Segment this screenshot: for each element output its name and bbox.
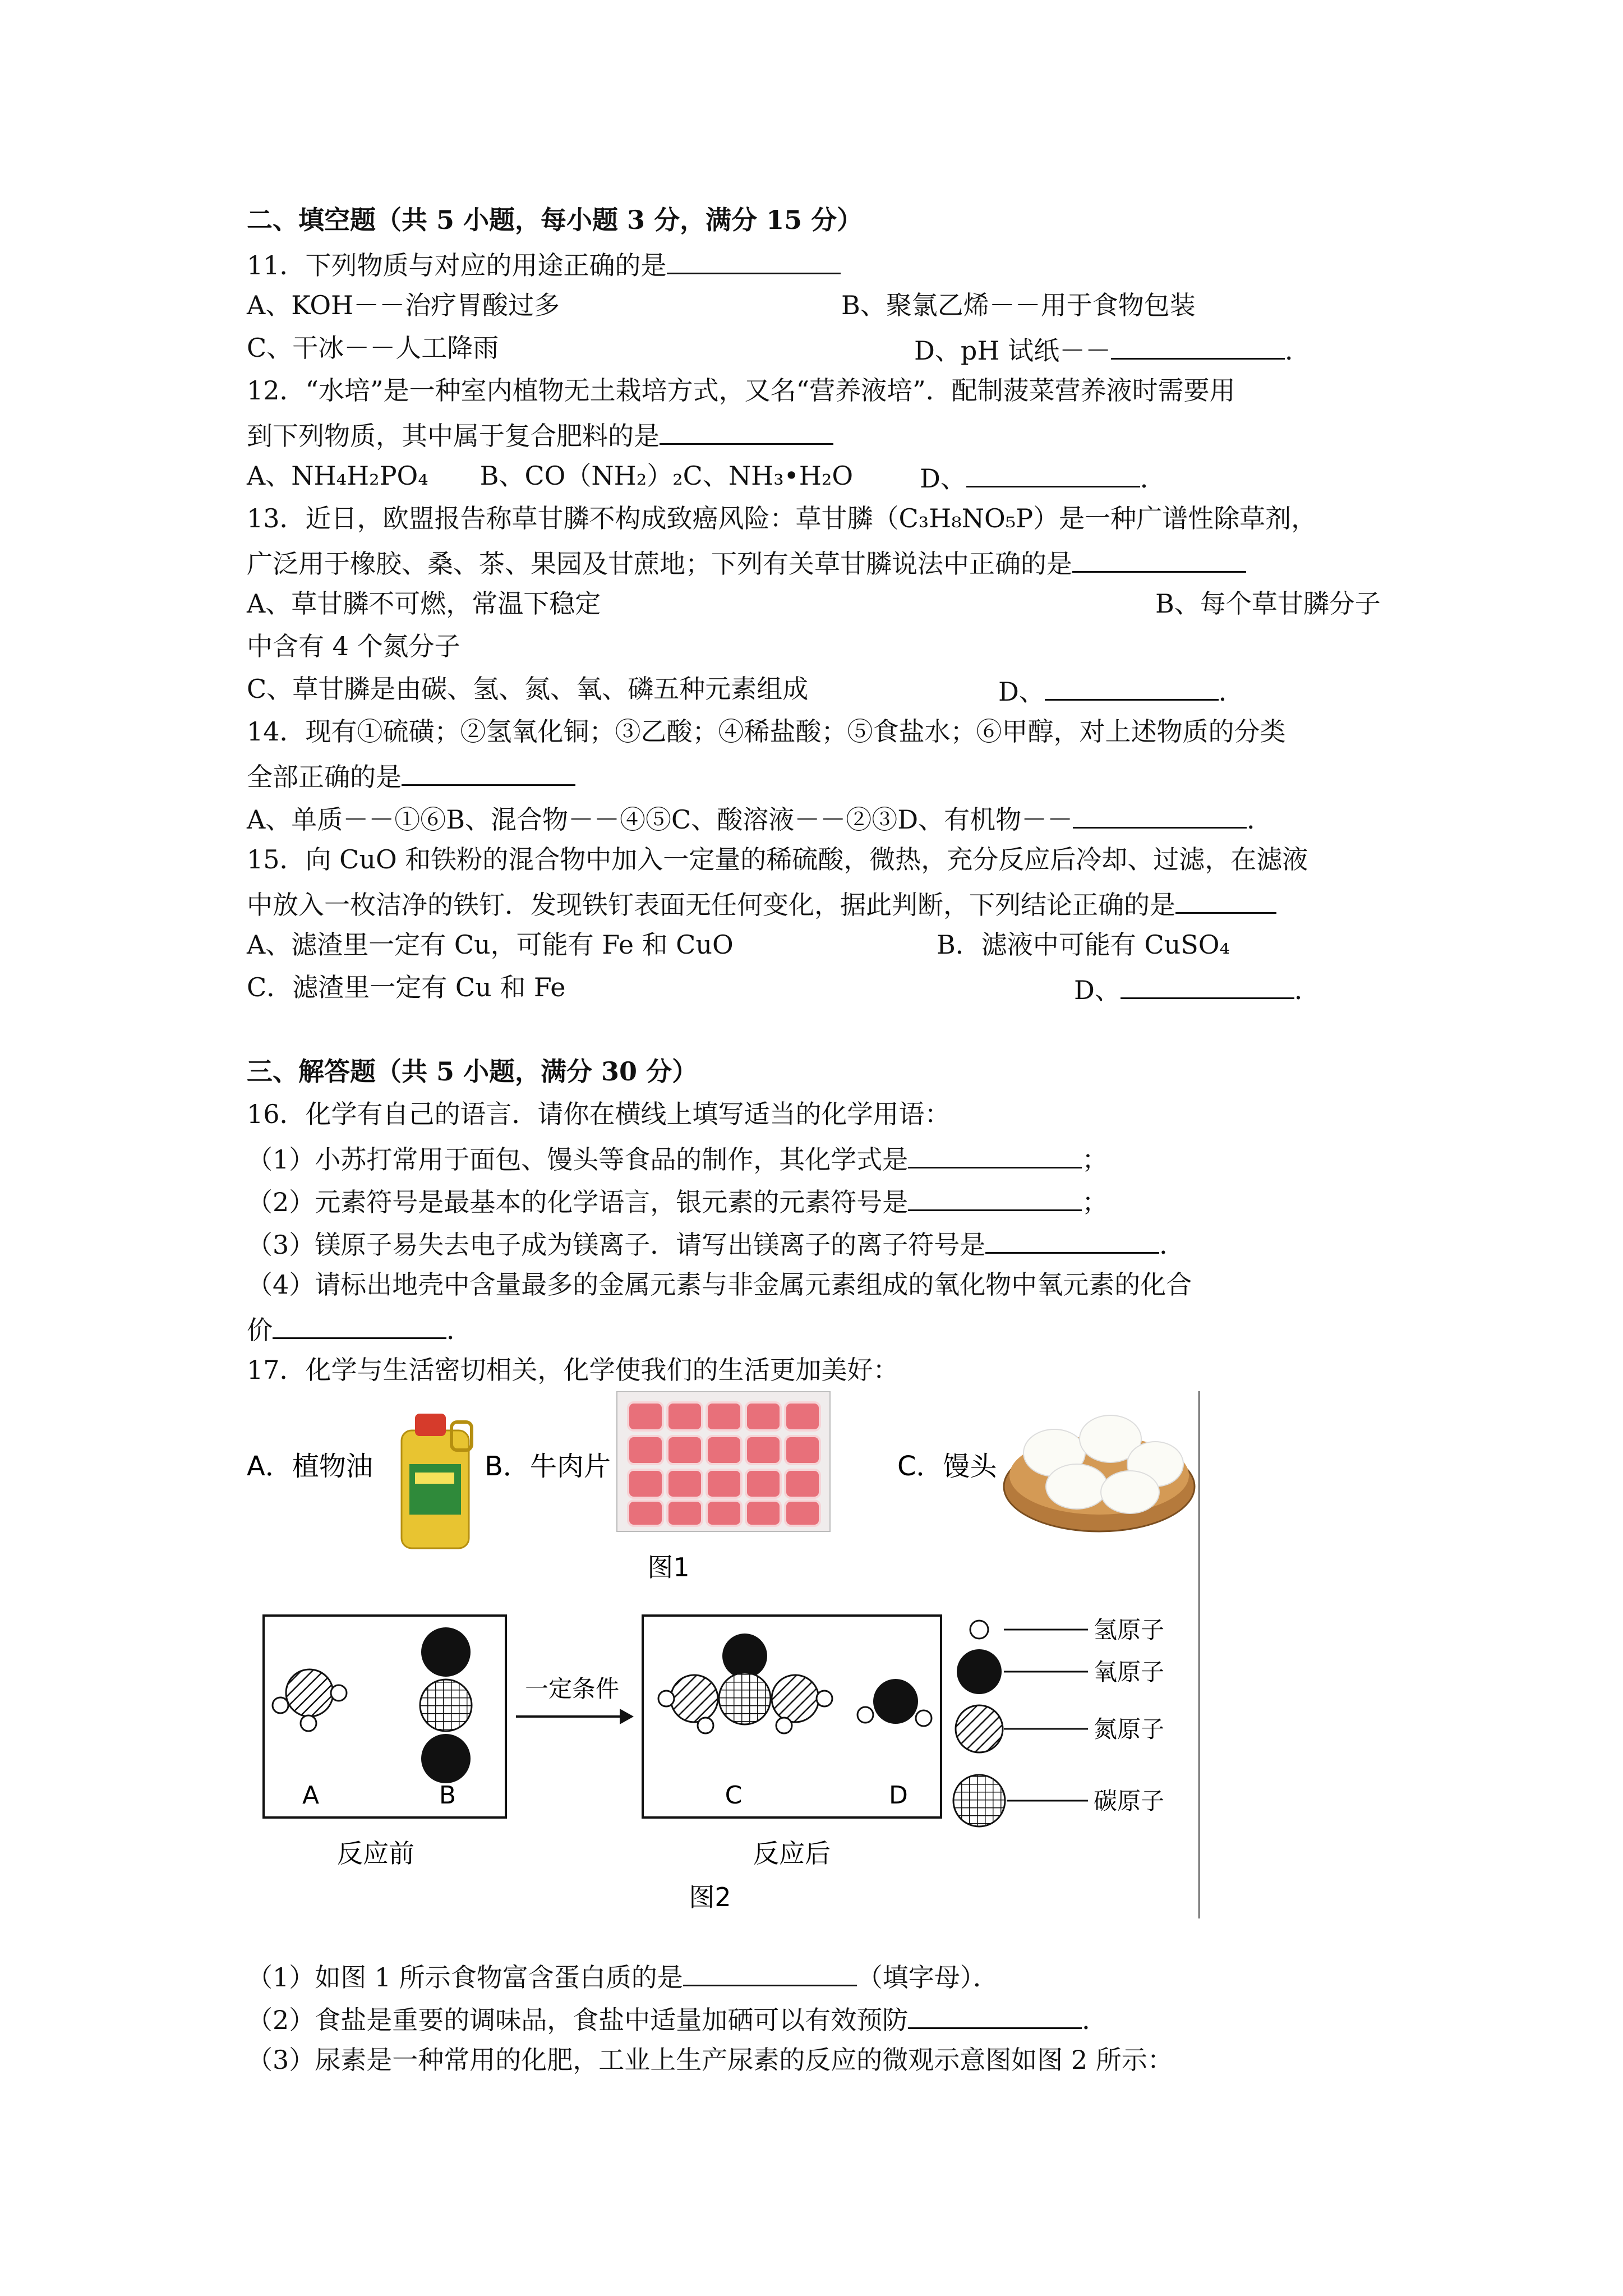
condition-label: 一定条件 <box>524 1675 620 1703</box>
before-label: 反应前 <box>337 1838 414 1869</box>
q13-stem-line2: 广泛用于橡胶、桑、茶、果园及甘蔗地；下列有关草甘膦说法中正确的是 <box>247 544 1246 581</box>
figure-svg <box>247 1391 1200 1918</box>
molecule-a <box>273 1669 347 1731</box>
fig1 <box>247 1391 1195 1582</box>
label-a: A <box>302 1781 320 1810</box>
q14-stem-line1: 14．现有①硫磺；②氢氧化铜；③乙酸；④稀盐酸；⑤食盐水；⑥甲醇，对上述物质的分类 <box>247 716 1286 747</box>
q11-option-c: C、干冰－－人工降雨 <box>247 333 499 363</box>
answer-blank[interactable] <box>683 1958 857 1986</box>
fig1-caption: 图1 <box>647 1552 690 1582</box>
legend-oxygen: 氧原子 <box>1094 1658 1165 1686</box>
legend-hydrogen: 氢原子 <box>1094 1616 1165 1644</box>
legend-carbon: 碳原子 <box>1094 1787 1165 1815</box>
answer-blank[interactable] <box>1121 970 1294 999</box>
q13-option-c: C、草甘膦是由碳、氢、氮、氧、磷五种元素组成 <box>247 674 809 704</box>
q11-stem: 11．下列物质与对应的用途正确的是 <box>247 246 841 282</box>
q11-option-d: D、pH 试纸－－ ． <box>914 331 1311 367</box>
fig2 <box>264 1616 1164 1912</box>
answer-blank[interactable] <box>402 757 575 786</box>
reaction-arrow <box>516 1675 634 1724</box>
q14-options: A、单质－－①⑥B、混合物－－④⑤C、酸溶液－－②③D、有机物－－ ． <box>247 800 1272 836</box>
q12-option-d: D、 ． <box>920 459 1166 495</box>
q16-part3: （3）镁原子易失去电子成为镁离子．请写出镁离子的离子符号是 ． <box>247 1225 1185 1262</box>
label-b: B <box>439 1781 457 1810</box>
q12-stem-line1: 12．“水培”是一种室内植物无土栽培方式，又名“营养液培”．配制菠菜营养液时需要用 <box>247 375 1235 406</box>
q16-part1: （1）小苏打常用于面包、馒头等食品的制作，其化学式是 ； <box>247 1140 1108 1176</box>
q17-part3: （3）尿素是一种常用的化肥，工业上生产尿素的反应的微观示意图如图 2 所示： <box>247 2045 1173 2075</box>
q13-option-d: D、 ． <box>998 672 1244 708</box>
q13-option-b-part1: B、每个草甘膦分子 <box>1155 588 1381 619</box>
answer-blank[interactable] <box>273 1310 446 1339</box>
molecule-b <box>420 1627 472 1783</box>
q13-option-a: A、草甘膦不可燃，常温下稳定 <box>247 588 601 619</box>
answer-blank[interactable] <box>908 1182 1082 1211</box>
q12-options: A、NH₄H₂PO₄ B、CO（NH₂）₂C、NH₃•H₂O <box>247 461 854 491</box>
answer-blank[interactable] <box>1073 800 1247 829</box>
q15-option-c: C．滤渣里一定有 Cu 和 Fe <box>247 972 566 1002</box>
food-c-label: C．馒头 <box>897 1451 997 1482</box>
after-label: 反应后 <box>753 1838 831 1869</box>
molecule-d <box>857 1679 932 1726</box>
q17-part2: （2）食盐是重要的调味品，食盐中适量加硒可以有效预防 ． <box>247 2000 1108 2037</box>
q13-option-b-part2: 中含有 4 个氮分子 <box>247 631 460 661</box>
q17-stem: 17．化学与生活密切相关，化学使我们的生活更加美好： <box>247 1355 899 1385</box>
q16-stem: 16．化学有自己的语言．请你在横线上填写适当的化学用语： <box>247 1099 951 1129</box>
q13-stem-line1: 13．近日，欧盟报告称草甘膦不构成致癌风险：草甘膦（C₃H₈NO₅P）是一种广谱性除草剂， <box>247 503 1317 533</box>
answer-blank[interactable] <box>1072 544 1246 573</box>
answer-blank[interactable] <box>1175 885 1276 914</box>
answer-blank[interactable] <box>660 416 833 445</box>
q15-option-a: A、滤渣里一定有 Cu，可能有 Fe 和 CuO <box>247 930 734 960</box>
q15-option-b: B．滤液中可能有 CuSO₄ <box>937 930 1230 960</box>
answer-blank[interactable] <box>908 1140 1082 1168</box>
q11-option-a: A、KOH－－治疗胃酸过多 <box>247 290 560 320</box>
answer-blank[interactable] <box>908 2000 1082 2029</box>
q16-part4-line1: （4）请标出地壳中含量最多的金属元素与非金属元素组成的氧化物中氧元素的化合 <box>247 1269 1192 1300</box>
q14-stem-line2: 全部正确的是 <box>247 757 575 794</box>
q17-part1: （1）如图 1 所示食物富含蛋白质的是 （填字母）． <box>247 1958 999 1994</box>
q15-stem-line1: 15．向 CuO 和铁粉的混合物中加入一定量的稀硫酸，微热，充分反应后冷却、过滤，在滤液 <box>247 844 1308 875</box>
label-d: D <box>889 1781 908 1810</box>
answer-blank[interactable] <box>1111 331 1285 360</box>
answer-blank[interactable] <box>1045 672 1219 701</box>
fig2-caption: 图2 <box>689 1882 731 1912</box>
section-3-title: 三、解答题（共 5 小题，满分 30 分） <box>247 1056 698 1087</box>
oil-bottle-icon <box>402 1414 472 1548</box>
q17-figure <box>247 1391 1200 1918</box>
legend <box>953 1616 1164 1826</box>
label-c: C <box>725 1781 743 1810</box>
q15-stem-line2: 中放入一枚洁净的铁钉．发现铁钉表面无任何变化，据此判断，下列结论正确的是 <box>247 885 1276 922</box>
food-a-label: A．植物油 <box>247 1451 373 1482</box>
answer-blank[interactable] <box>667 246 841 274</box>
answer-blank[interactable] <box>966 459 1140 487</box>
steamed-buns-icon <box>1004 1415 1195 1531</box>
molecule-c <box>658 1634 832 1733</box>
q15-option-d: D、 ． <box>1074 970 1320 1007</box>
q11-option-b: B、聚氯乙烯－－用于食物包装 <box>841 290 1196 320</box>
food-b-label: B．牛肉片 <box>485 1451 611 1482</box>
q12-stem-line2: 到下列物质，其中属于复合肥料的是 <box>247 416 833 453</box>
legend-nitrogen: 氮原子 <box>1094 1715 1165 1743</box>
answer-blank[interactable] <box>985 1225 1159 1254</box>
q16-part4-line2: 价 ． <box>247 1310 472 1347</box>
beef-slices-icon <box>617 1391 830 1531</box>
section-2-title: 二、填空题（共 5 小题，每小题 3 分，满分 15 分） <box>247 205 863 235</box>
q16-part2: （2）元素符号是最基本的化学语言，银元素的元素符号是 ； <box>247 1182 1108 1219</box>
